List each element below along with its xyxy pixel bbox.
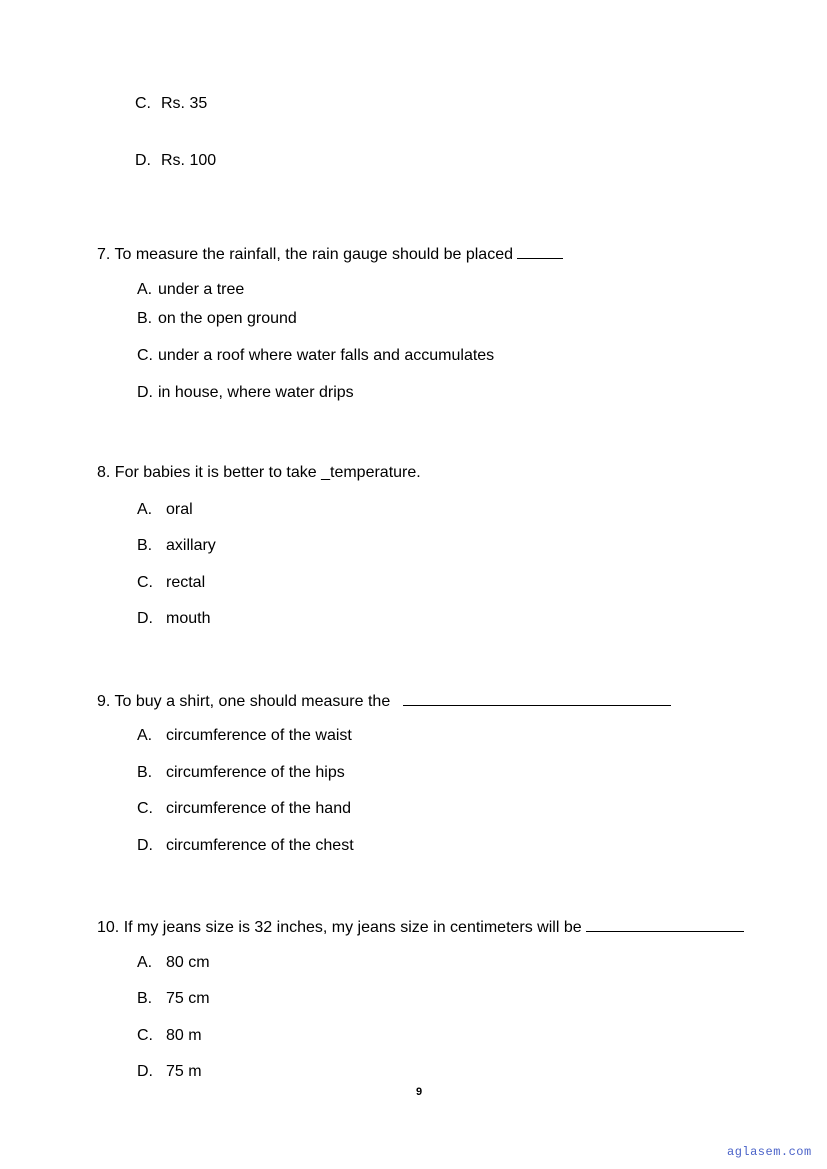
watermark: aglasem.com <box>727 1145 812 1159</box>
option-text: mouth <box>166 610 211 627</box>
option-letter: D. <box>137 1063 153 1080</box>
option-row <box>137 1062 202 1082</box>
option-row <box>137 346 494 366</box>
option-text: 75 m <box>166 1063 202 1080</box>
answer-blank <box>517 243 563 259</box>
option-text: circumference of the waist <box>166 727 352 744</box>
option-text: 80 m <box>166 1027 202 1044</box>
option-row <box>137 989 210 1009</box>
option-text: rectal <box>166 574 206 591</box>
option-row <box>137 609 210 629</box>
option-row <box>137 573 205 593</box>
option-row <box>137 500 193 520</box>
option-text: under a roof where water falls and accumulates <box>158 347 495 364</box>
option-row <box>137 836 354 856</box>
option-letter: C. <box>137 1027 153 1044</box>
option-row <box>137 1026 202 1046</box>
option-row <box>135 151 216 171</box>
option-letter: A. <box>137 954 153 971</box>
page-number: 9 <box>416 1086 423 1098</box>
option-text: 80 cm <box>166 954 210 971</box>
option-letter: D. <box>137 610 153 627</box>
option-text: circumference of the hips <box>166 764 345 781</box>
option-text: on the open ground <box>158 310 297 327</box>
option-text: Rs. 100 <box>161 152 217 169</box>
option-letter: D. <box>137 837 153 854</box>
option-letter: A. <box>137 281 153 298</box>
option-letter: D. <box>135 152 151 169</box>
option-letter: B. <box>137 764 153 781</box>
option-letter: D. <box>137 384 153 401</box>
option-row <box>137 536 216 556</box>
option-letter: C. <box>137 800 153 817</box>
option-text: 75 cm <box>166 990 210 1007</box>
option-letter: C. <box>137 574 153 591</box>
option-row <box>137 799 351 819</box>
option-text: axillary <box>166 537 216 554</box>
question-stem <box>97 243 563 265</box>
question-stem <box>97 463 421 483</box>
option-text: in house, where water drips <box>158 384 354 401</box>
option-row <box>137 953 210 973</box>
option-letter: B. <box>137 990 153 1007</box>
option-text: under a tree <box>158 281 245 298</box>
option-row <box>137 383 354 403</box>
option-text: circumference of the hand <box>166 800 351 817</box>
option-letter: B. <box>137 310 153 327</box>
option-text: oral <box>166 501 193 518</box>
question-stem <box>97 916 744 938</box>
option-text: Rs. 35 <box>161 95 208 112</box>
question-stem <box>97 690 671 712</box>
question-text: 8. For babies it is better to take _temperature. <box>97 464 421 481</box>
option-letter: A. <box>137 501 153 518</box>
option-letter: A. <box>137 727 153 744</box>
option-row <box>137 280 244 300</box>
option-row <box>135 94 207 114</box>
option-letter: B. <box>137 537 153 554</box>
question-text: 7. To measure the rainfall, the rain gauge should be placed <box>97 246 513 263</box>
question-text: 10. If my jeans size is 32 inches, my jeans size in centimeters will be <box>97 919 582 936</box>
option-text: circumference of the chest <box>166 837 354 854</box>
option-letter: C. <box>137 347 153 364</box>
option-row <box>137 726 352 746</box>
option-letter: C. <box>135 95 151 112</box>
answer-blank <box>403 690 671 706</box>
answer-blank <box>586 916 744 932</box>
question-text: 9. To buy a shirt, one should measure the <box>97 693 391 710</box>
option-row <box>137 763 345 783</box>
option-row <box>137 309 297 329</box>
